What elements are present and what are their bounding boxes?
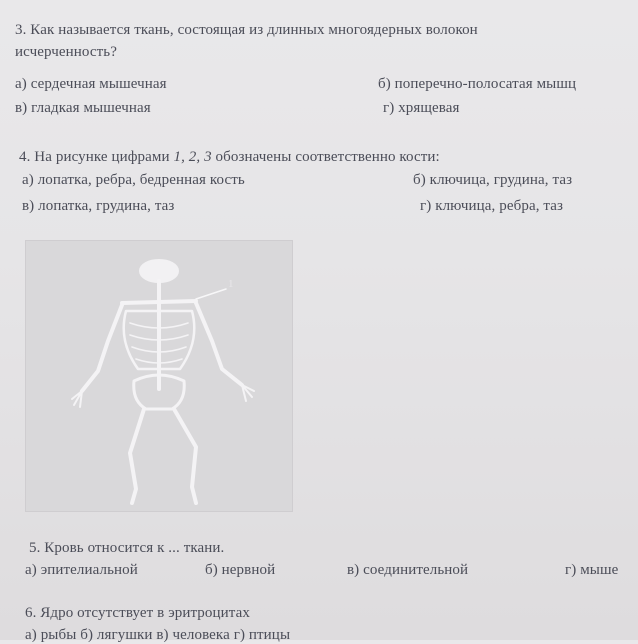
q3-question-line2: исчерченность? xyxy=(15,44,117,60)
q3-option-v: в) гладкая мышечная xyxy=(15,100,151,116)
q4-option-g: г) ключица, ребра, таз xyxy=(420,198,564,214)
q4-option-a: а) лопатка, ребра, бедренная кость xyxy=(22,172,245,188)
figure-label-1: 1 xyxy=(228,278,234,290)
q4-option-v: в) лопатка, грудина, таз xyxy=(22,198,175,214)
q5-option-v: в) соединительной xyxy=(347,562,469,578)
q6-options-partial: а) рыбы б) лягушки в) человека г) птицы xyxy=(25,627,291,643)
q4-option-b: б) ключица, грудина, таз xyxy=(413,172,573,188)
q3-question-line1: 3. Как называется ткань, состоящая из длинных многоядерных волокон xyxy=(15,22,478,38)
q4-question-numbers: 1, 2, 3 xyxy=(173,149,212,165)
q5-option-b: б) нервной xyxy=(205,562,276,578)
q3-option-b: б) поперечно-полосатая мышц xyxy=(378,76,577,92)
skeleton-figure xyxy=(25,240,293,512)
q4-question-suffix: обозначены соответственно кости: xyxy=(211,149,440,165)
q3-option-g: г) хрящевая xyxy=(383,100,460,116)
q4-question-prefix: 4. На рисунке цифрами xyxy=(19,149,174,165)
skeleton-illustration xyxy=(26,241,292,511)
q5-option-g: г) мыше xyxy=(565,562,619,578)
q5-option-a: а) эпителиальной xyxy=(25,562,138,578)
q6-question: 6. Ядро отсутствует в эритроцитах xyxy=(25,605,250,621)
q3-option-a: а) сердечная мышечная xyxy=(15,76,167,92)
q4-question xyxy=(19,149,440,166)
q5-question: 5. Кровь относится к ... ткани. xyxy=(29,540,225,556)
